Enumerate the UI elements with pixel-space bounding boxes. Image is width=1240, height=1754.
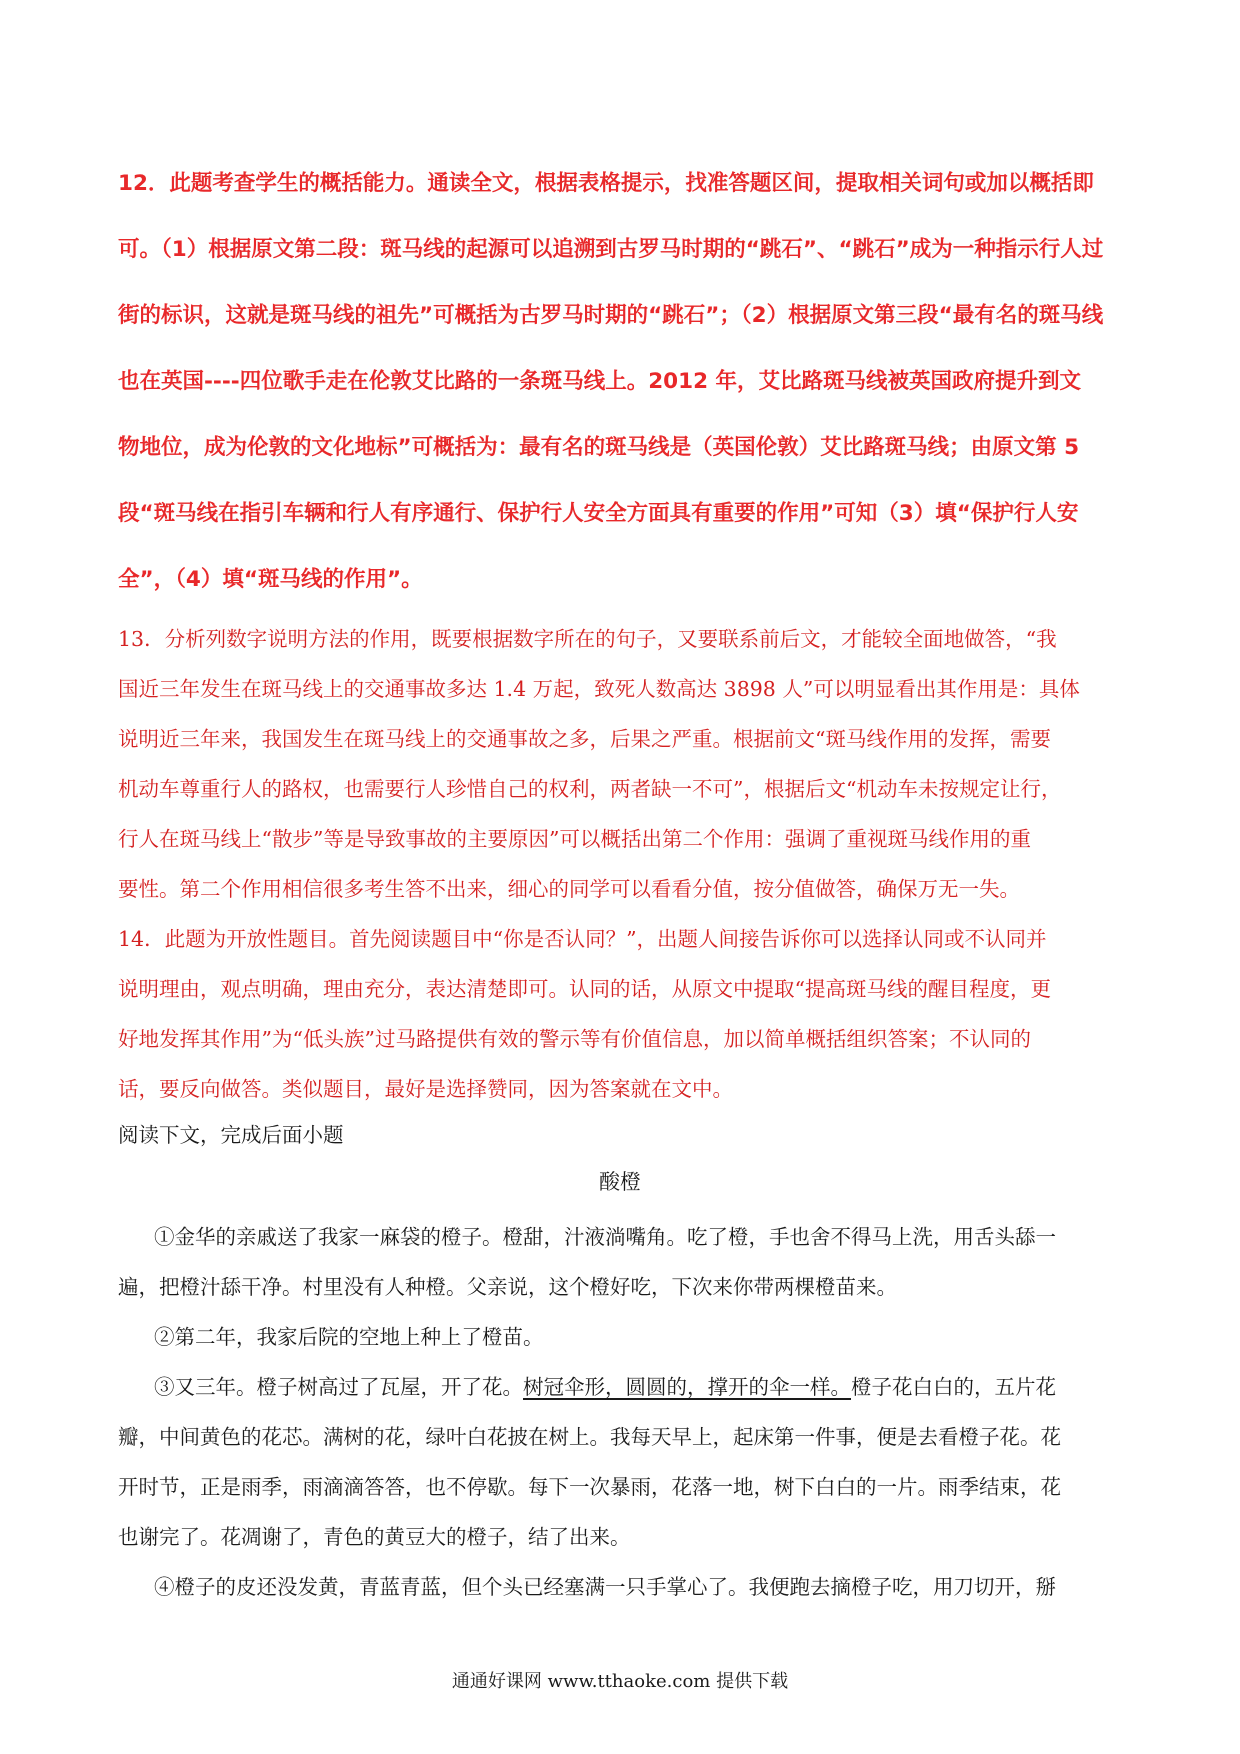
- answer-14-line: 说明理由，观点明确，理由充分，表达清楚即可。认同的话，从原文中提取“提高斑马线的醒目程度，更: [118, 977, 1051, 1001]
- answer-13-line: 国近三年发生在斑马线上的交通事故多达 1.4 万起，致死人数高达 3898 人”可以明显看出其作用是：具体: [118, 677, 1080, 701]
- answer-12-line: 段“斑马线在指引车辆和行人有序通行、保护行人安全方面具有重要的作用”可知（3）填“保护行人安: [118, 501, 1079, 526]
- paragraph-3-line: [154, 1370, 1056, 1400]
- answer-13-line: 13．分析列数字说明方法的作用，既要根据数字所在的句子，又要联系前后文，才能较全面地做答，“我: [118, 627, 1057, 651]
- paragraph-3-text: ③又三年。橙子树高过了瓦屋，开了花。: [154, 1375, 523, 1399]
- reading-instruction: 阅读下文，完成后面小题: [118, 1123, 344, 1147]
- page-footer: 通通好课网 www.tthaoke.com 提供下载: [451, 1671, 789, 1692]
- paragraph-3-line: 开时节，正是雨季，雨滴滴答答，也不停歇。每下一次暴雨，花落一地，树下白白的一片。雨季结束，花: [118, 1475, 1061, 1499]
- underlined-sentence: 树冠伞形，圆圆的，撑开的伞一样。: [523, 1375, 851, 1399]
- answer-12-line: 全”，（4）填“斑马线的作用”。: [118, 567, 423, 592]
- answer-12-line: 街的标识，这就是斑马线的祖先”可概括为古罗马时期的“跳石”；（2）根据原文第三段“最有名的斑马线: [118, 303, 1104, 328]
- answer-13-line: 机动车尊重行人的路权，也需要行人珍惜自己的权利，两者缺一不可”，根据后文“机动车未按规定让行，: [118, 777, 1062, 801]
- answer-12-line: 12．此题考查学生的概括能力。通读全文，根据表格提示，找准答题区间，提取相关词句或加以概括即: [118, 171, 1094, 196]
- article-title: 酸橙: [599, 1170, 641, 1194]
- answer-14-line: 好地发挥其作用”为“低头族”过马路提供有效的警示等有价值信息，加以简单概括组织答案；不认同的: [118, 1027, 1031, 1051]
- answer-14-line: 14．此题为开放性题目。首先阅读题目中“你是否认同？”，出题人间接告诉你可以选择认同或不认同并: [118, 927, 1047, 951]
- paragraph-3-text: 橙子花白白的，五片花: [851, 1375, 1056, 1399]
- answer-14-line: 话，要反向做答。类似题目，最好是选择赞同，因为答案就在文中。: [118, 1077, 733, 1101]
- answer-12-line: 可。（1）根据原文第二段：斑马线的起源可以追溯到古罗马时期的“跳石”、“跳石”成为一种指示行人过: [118, 237, 1104, 262]
- answer-13-line: 行人在斑马线上“散步”等是导致事故的主要原因”可以概括出第二个作用：强调了重视斑马线作用的重: [118, 827, 1031, 851]
- answer-12-line: 也在英国----四位歌手走在伦敦艾比路的一条斑马线上。2012 年，艾比路斑马线被英国政府提升到文: [118, 369, 1082, 394]
- paragraph-4-line: ④橙子的皮还没发黄，青蓝青蓝，但个头已经塞满一只手掌心了。我便跑去摘橙子吃，用刀切开，掰: [154, 1575, 1056, 1599]
- paragraph-3-line: 也谢完了。花凋谢了，青色的黄豆大的橙子，结了出来。: [118, 1525, 631, 1549]
- answer-12-line: 物地位，成为伦敦的文化地标”可概括为：最有名的斑马线是（英国伦敦）艾比路斑马线；由原文第 5: [118, 435, 1080, 460]
- paragraph-2: ②第二年，我家后院的空地上种上了橙苗。: [154, 1325, 544, 1349]
- paragraph-1-line: ①金华的亲戚送了我家一麻袋的橙子。橙甜，汁液淌嘴角。吃了橙，手也舍不得马上洗，用舌头舔一: [154, 1225, 1056, 1249]
- answer-13-line: 说明近三年来，我国发生在斑马线上的交通事故之多，后果之严重。根据前文“斑马线作用的发挥，需要: [118, 727, 1051, 751]
- answer-13-line: 要性。第二个作用相信很多考生答不出来，细心的同学可以看看分值，按分值做答，确保万无一失。: [118, 877, 1020, 901]
- paragraph-3-line: 瓣，中间黄色的花芯。满树的花，绿叶白花披在树上。我每天早上，起床第一件事，便是去看橙子花。花: [118, 1425, 1061, 1449]
- paragraph-1-line: 遍，把橙汁舔干净。村里没有人种橙。父亲说，这个橙好吃，下次来你带两棵橙苗来。: [118, 1275, 897, 1299]
